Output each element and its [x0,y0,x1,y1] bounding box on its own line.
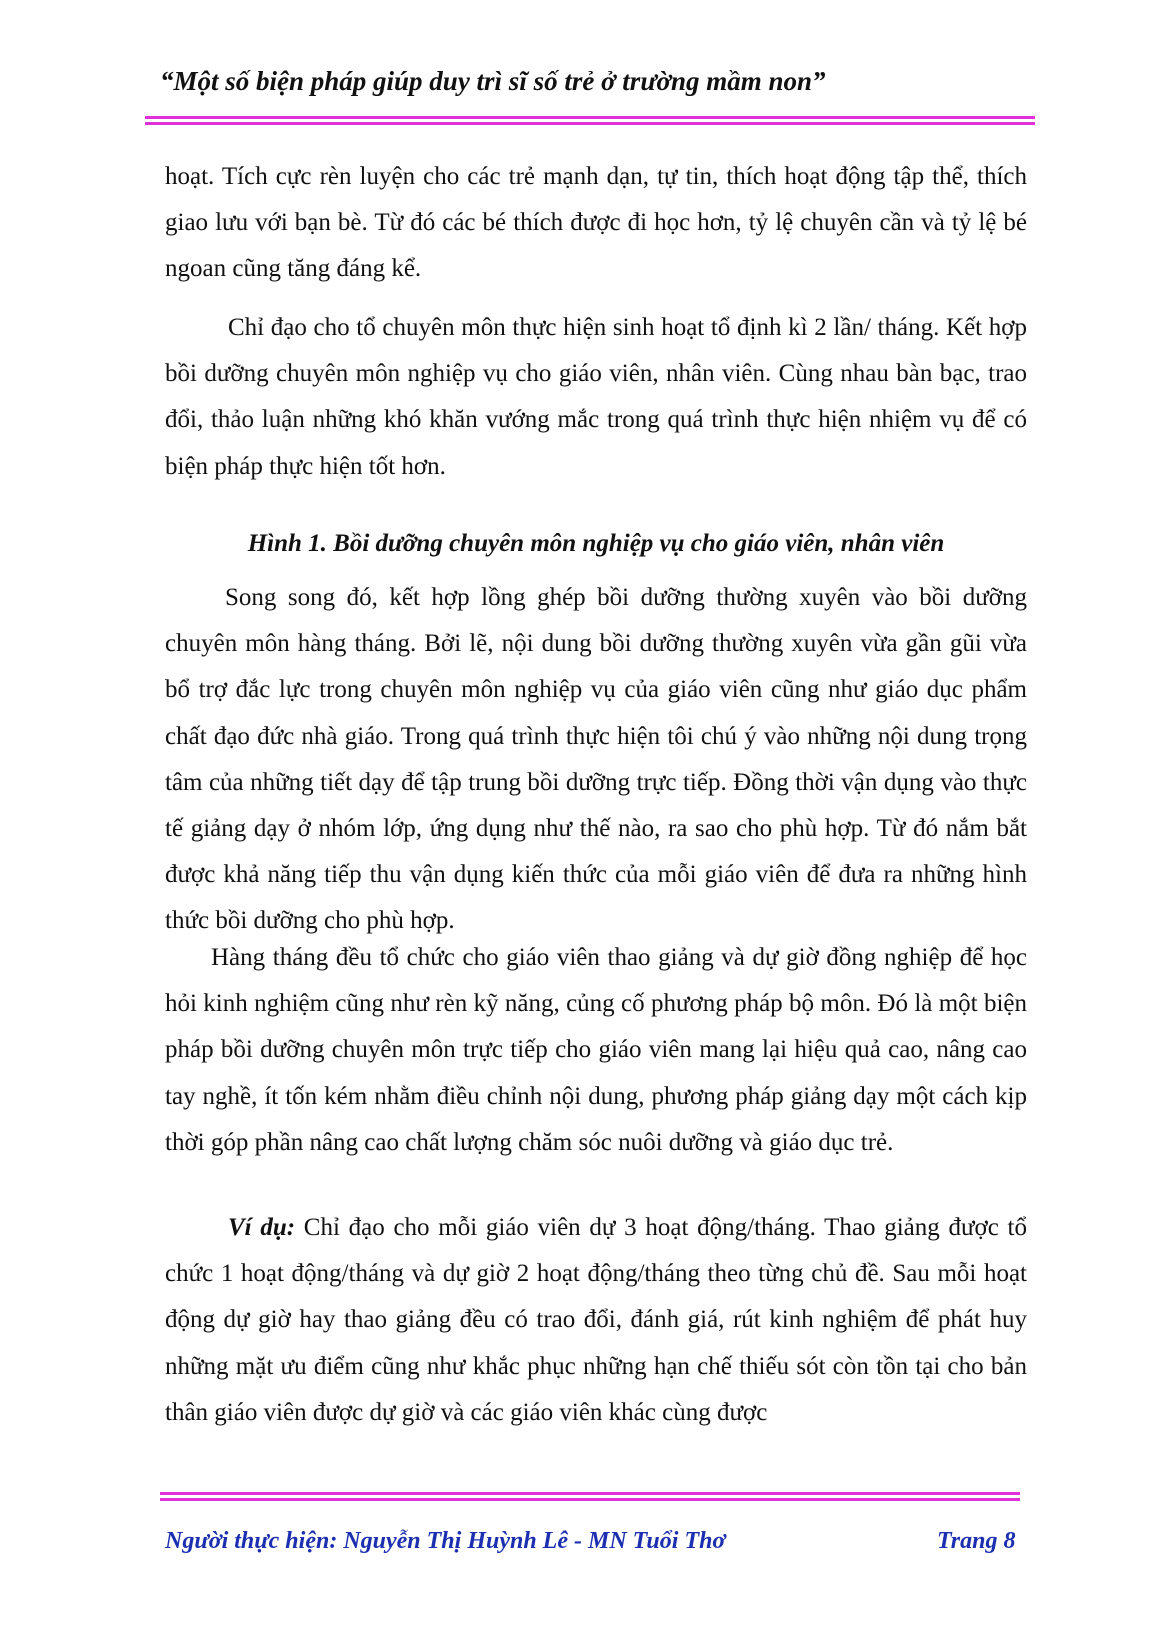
footer-author: Người thực hiện: Nguyễn Thị Huỳnh Lê - MN Tuổi Thơ [165,1528,726,1554]
document-header-title: “Một số biện pháp giúp duy trì sĩ số trẻ ở trường mầm non” [160,66,826,96]
paragraph-5 [165,1205,1027,1436]
header-rule-upper [145,116,1035,119]
paragraph-3: Song song đó, kết hợp lồng ghép bồi dưỡng thường xuyên vào bồi dưỡng chuyên môn hàng tháng. Bởi lẽ, nội dung bồi dưỡng thường xuyên vừa gần gũi vừa bổ trợ đắc lực trong chuyên môn nghiệp vụ của giáo viên cũng như giáo dục phẩm chất đạo đức nhà giáo. Trong quá trình thực hiện tôi chú ý vào những nội dung trọng tâm của những tiết dạy để tập trung bồi dưỡng trực tiếp. Đồng thời vận dụng vào thực tế giảng dạy ở nhóm lớp, ứng dụng như thế nào, ra sao cho phù hợp. Từ đó nắm bắt được khả năng tiếp thu vận dụng kiến thức của mỗi giáo viên để đưa ra những hình thức bồi dưỡng cho phù hợp. [165,584,1027,935]
footer-rule-upper [160,1492,1020,1495]
header-rule-lower [145,122,1035,125]
example-label: Ví dụ: [228,1214,296,1241]
example-text: Chỉ đạo cho mỗi giáo viên dự 3 hoạt động/tháng. Thao giảng được tổ chức 1 hoạt động/tháng và dự giờ 2 hoạt động/tháng theo từng chủ đề. Sau mỗi hoạt động dự giờ hay thao giảng đều có trao đổi, đánh giá, rút kinh nghiệm để phát huy những mặt ưu điểm cũng như khắc phục những hạn chế thiếu sót còn tồn tại cho bản thân giáo viên được dự giờ và các giáo viên khác cùng được [165,1214,1027,1426]
page-number: Trang 8 [937,1528,1016,1554]
paragraph-1: hoạt. Tích cực rèn luyện cho các trẻ mạnh dạn, tự tin, thích hoạt động tập thể, thích giao lưu với bạn bè. Từ đó các bé thích được đi học hơn, tỷ lệ chuyên cần và tỷ lệ bé ngoan cũng tăng đáng kể. [165,163,1027,283]
figure-caption: Hình 1. Bồi dưỡng chuyên môn nghiệp vụ cho giáo viên, nhân viên [247,530,945,557]
paragraph-2: Chỉ đạo cho tổ chuyên môn thực hiện sinh hoạt tổ định kì 2 lần/ tháng. Kết hợp bồi dưỡng chuyên môn nghiệp vụ cho giáo viên, nhân viên. Cùng nhau bàn bạc, trao đổi, thảo luận những khó khăn vướng mắc trong quá trình thực hiện nhiệm vụ để có biện pháp thực hiện tốt hơn. [165,314,1027,480]
footer-rule-lower [160,1498,1020,1501]
paragraph-4: Hàng tháng đều tổ chức cho giáo viên thao giảng và dự giờ đồng nghiệp để học hỏi kinh nghiệm cũng như rèn kỹ năng, củng cố phương pháp bộ môn. Đó là một biện pháp bồi dưỡng chuyên môn trực tiếp cho giáo viên mang lại hiệu quả cao, nâng cao tay nghề, ít tốn kém nhằm điều chỉnh nội dung, phương pháp giảng dạy một cách kịp thời góp phần nâng cao chất lượng chăm sóc nuôi dưỡng và giáo dục trẻ. [165,944,1027,1156]
